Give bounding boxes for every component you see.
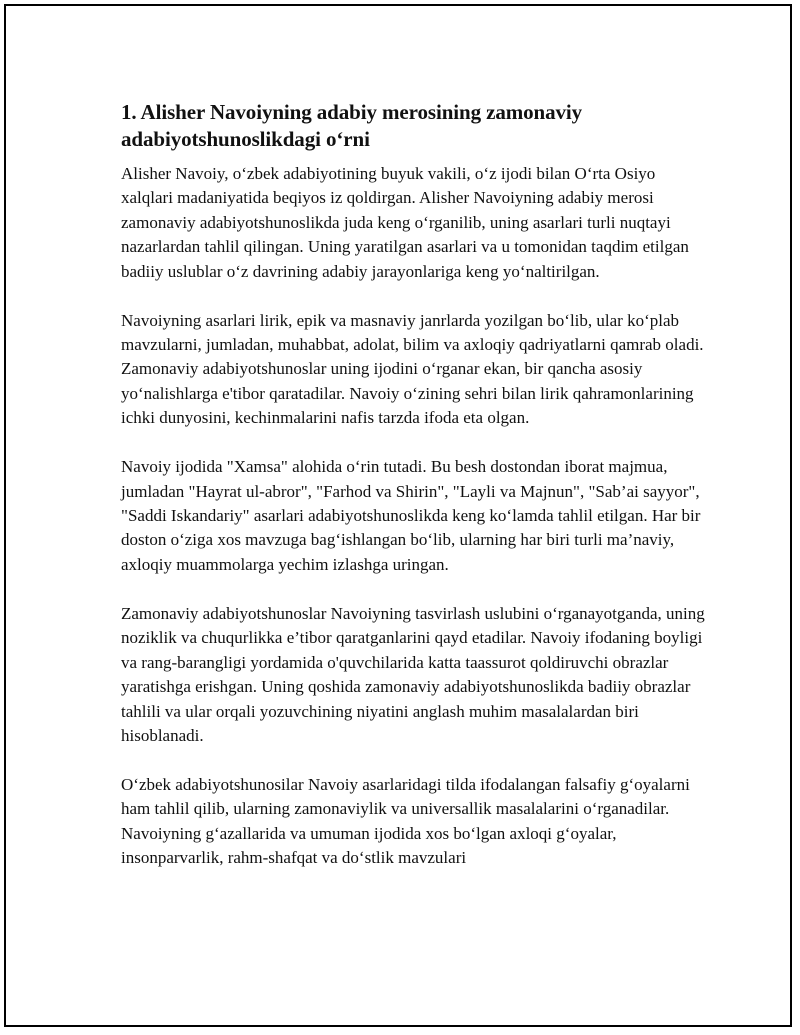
paragraph-1: Alisher Navoiy, o‘zbek adabiyotining buyuk vakili, o‘z ijodi bilan O‘rta Osiyo xalqlari madaniyatida beqiyos iz qoldirgan. Alisher Navoiyning adabiy merosi zamonaviy adabiyotshunoslikda juda keng o‘rganilib, uning asarlari turli nuqtayi nazarlardan tahlil qilingan. Uning yaratilgan asarlari va u tomonidan taqdim etilgan badiiy uslublar o‘z davrining adabiy jarayonlariga keng yo‘naltirilgan. <box>121 164 689 281</box>
page-frame <box>4 4 792 1027</box>
paragraph-4: Zamonaviy adabiyotshunoslar Navoiyning tasvirlash uslubini o‘rganayotganda, uning noziklik va chuqurlikka e’tibor qaratganlarini qayd etadilar. Navoiy ifodaning boyligi va rang-barangligi yordamida o'quvchilarida katta taassurot qoldiruvchi obrazlar yaratishga erishgan. Uning qoshida zamonaviy adabiyotshunoslikda badiiy obrazlar tahlili va ular orqali yozuvchining niyatini anglash muhim masalalardan biri hisoblanadi. <box>121 603 705 745</box>
document-body <box>121 99 706 895</box>
paragraph-3: Navoiy ijodida "Xamsa" alohida o‘rin tutadi. Bu besh dostondan iborat majmua, jumladan "Hayrat ul-abror", "Farhod va Shirin", "Layli va Majnun", "Sab’ai sayyor", "Saddi Iskandariy" asarlari adabiyotshunoslikda keng ko‘lamda tahlil etilgan. Har bir doston o‘ziga xos mavzuga bag‘ishlangan bo‘lib, ularning har biri turli ma’naviy, axloqiy muammolarga yechim izlashga uringan. <box>121 457 701 574</box>
section-heading: 1. Alisher Navoiyning adabiy merosining zamonaviy adabiyotshunoslikdagi o‘rni <box>121 100 583 151</box>
paragraph-5: O‘zbek adabiyotshunosilar Navoiy asarlaridagi tilda ifodalangan falsafiy g‘oyalarni ham tahlil qilib, ularning zamonaviylik va universallik masalalarini o‘rganadilar. Navoiyning g‘azallarida va umuman ijodida xos bo‘lgan axloqi g‘oyalar, insonparvarlik, rahm-shafqat va do‘stlik mavzulari <box>121 774 690 868</box>
paragraph-2: Navoiyning asarlari lirik, epik va masnaviy janrlarda yozilgan bo‘lib, ular ko‘plab mavzularni, jumladan, muhabbat, adolat, bilim va axloqiy qadriyatlarni qamrab oladi. Zamonaviy adabiyotshunoslar uning ijodini o‘rganar ekan, bir qancha asosiy yo‘nalishlarga e'tibor qaratadilar. Navoiy o‘zining sehri bilan lirik qahramonlarining ichki dunyosini, kechinmalarini nafis tarzda ifoda eta olgan. <box>121 310 704 428</box>
